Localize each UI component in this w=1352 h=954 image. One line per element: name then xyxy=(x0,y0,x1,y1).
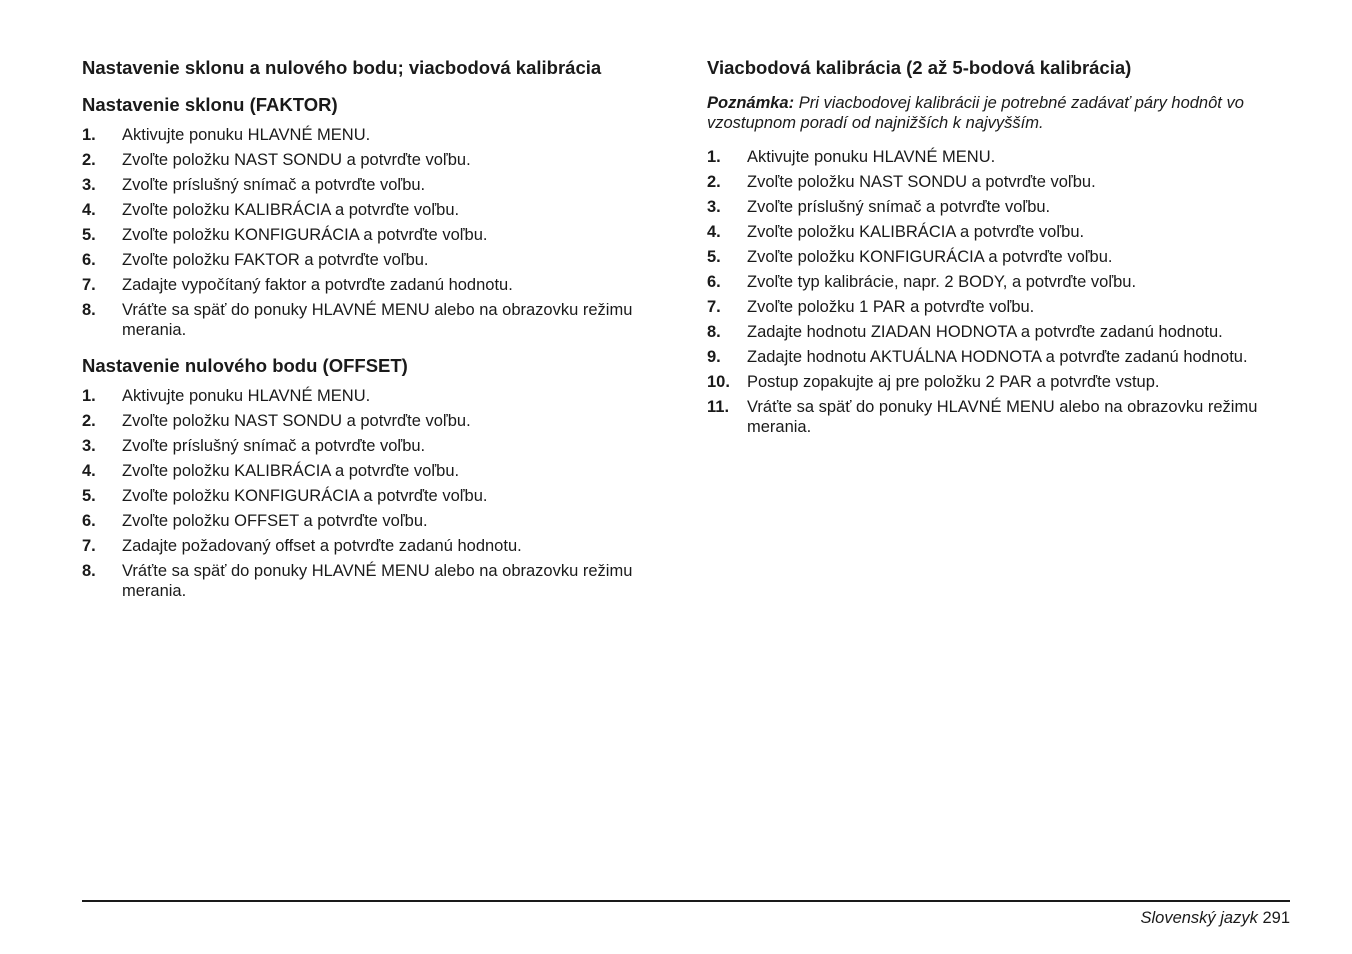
step-text: Zvoľte položku NAST SONDU a potvrďte voľbu. xyxy=(747,173,1096,191)
step-text: Zvoľte položku NAST SONDU a potvrďte voľbu. xyxy=(122,412,471,430)
step-text: Zadajte požadovaný offset a potvrďte zadanú hodnotu. xyxy=(122,537,522,555)
page-footer xyxy=(1140,908,1290,928)
step-text: Zvoľte položku OFFSET a potvrďte voľbu. xyxy=(122,512,428,530)
step-text: Zvoľte položku FAKTOR a potvrďte voľbu. xyxy=(122,251,429,269)
step-number: 3. xyxy=(707,198,721,216)
step-number: 4. xyxy=(82,201,96,219)
slope-steps-list xyxy=(82,125,672,340)
list-item xyxy=(707,197,1297,217)
list-item xyxy=(82,175,672,195)
note-text: Pri viacbodovej kalibrácii je potrebné zadávať páry hodnôt vo vzostupnom poradí od najnižších k najvyšším. xyxy=(707,94,1244,132)
section-heading: Nastavenie sklonu a nulového bodu; viacbodová kalibrácia xyxy=(82,57,602,78)
step-number: 6. xyxy=(82,512,96,530)
step-text: Zvoľte príslušný snímač a potvrďte voľbu. xyxy=(747,198,1051,216)
step-number: 4. xyxy=(707,223,721,241)
step-number: 3. xyxy=(82,437,96,455)
list-item xyxy=(82,536,672,556)
list-item xyxy=(82,150,672,170)
step-number: 2. xyxy=(82,412,96,430)
list-item xyxy=(82,461,672,481)
right-column xyxy=(707,56,1297,451)
step-number: 9. xyxy=(707,348,721,366)
step-number: 8. xyxy=(82,562,96,580)
footer-language: Slovenský jazyk xyxy=(1140,909,1258,927)
step-text: Vráťte sa späť do ponuky HLAVNÉ MENU alebo na obrazovku režimu merania. xyxy=(747,398,1258,436)
list-item xyxy=(707,347,1297,367)
step-number: 10. xyxy=(707,373,730,391)
step-number: 1. xyxy=(707,148,721,166)
list-item xyxy=(82,300,672,340)
list-item xyxy=(707,297,1297,317)
list-item xyxy=(707,372,1297,392)
step-number: 5. xyxy=(707,248,721,266)
step-text: Aktivujte ponuku HLAVNÉ MENU. xyxy=(122,387,371,405)
step-number: 7. xyxy=(82,537,96,555)
offset-steps-list xyxy=(82,386,672,601)
step-number: 1. xyxy=(82,387,96,405)
list-item xyxy=(82,436,672,456)
step-number: 6. xyxy=(82,251,96,269)
list-item xyxy=(82,411,672,431)
left-column xyxy=(82,56,672,615)
step-text: Zvoľte príslušný snímač a potvrďte voľbu. xyxy=(122,176,426,194)
step-number: 2. xyxy=(707,173,721,191)
list-item xyxy=(707,147,1297,167)
list-item xyxy=(707,322,1297,342)
step-text: Zvoľte príslušný snímač a potvrďte voľbu. xyxy=(122,437,426,455)
step-text: Zadajte hodnotu ZIADAN HODNOTA a potvrďte zadanú hodnotu. xyxy=(747,323,1223,341)
step-text: Zvoľte položku KONFIGURÁCIA a potvrďte voľbu. xyxy=(122,487,488,505)
step-number: 3. xyxy=(82,176,96,194)
list-item xyxy=(82,200,672,220)
list-item xyxy=(707,222,1297,242)
note-label: Poznámka: xyxy=(707,94,795,112)
list-item xyxy=(82,511,672,531)
list-item xyxy=(82,561,672,601)
step-text: Zvoľte typ kalibrácie, napr. 2 BODY, a potvrďte voľbu. xyxy=(747,273,1137,291)
step-number: 5. xyxy=(82,487,96,505)
list-item xyxy=(82,225,672,245)
step-text: Zadajte vypočítaný faktor a potvrďte zadanú hodnotu. xyxy=(122,276,513,294)
list-item xyxy=(707,272,1297,292)
step-text: Zvoľte položku KONFIGURÁCIA a potvrďte voľbu. xyxy=(122,226,488,244)
subsection-title-offset: Nastavenie nulového bodu (OFFSET) xyxy=(82,355,408,376)
subsection-title-slope: Nastavenie sklonu (FAKTOR) xyxy=(82,94,338,115)
list-item xyxy=(82,275,672,295)
list-item xyxy=(707,247,1297,267)
step-text: Zvoľte položku KONFIGURÁCIA a potvrďte voľbu. xyxy=(747,248,1113,266)
list-item xyxy=(82,486,672,506)
step-text: Aktivujte ponuku HLAVNÉ MENU. xyxy=(747,148,996,166)
footer-divider xyxy=(82,900,1290,902)
step-text: Zvoľte položku KALIBRÁCIA a potvrďte voľbu. xyxy=(122,201,460,219)
step-number: 8. xyxy=(82,301,96,319)
list-item xyxy=(707,172,1297,192)
list-item xyxy=(707,397,1297,437)
step-text: Aktivujte ponuku HLAVNÉ MENU. xyxy=(122,126,371,144)
step-text: Zvoľte položku KALIBRÁCIA a potvrďte voľbu. xyxy=(747,223,1085,241)
step-number: 2. xyxy=(82,151,96,169)
step-text: Postup zopakujte aj pre položku 2 PAR a potvrďte vstup. xyxy=(747,373,1160,391)
section-heading-multipoint: Viacbodová kalibrácia (2 až 5-bodová kalibrácia) xyxy=(707,57,1132,78)
step-number: 8. xyxy=(707,323,721,341)
note xyxy=(707,93,1287,133)
page-number: 291 xyxy=(1262,909,1290,927)
step-number: 7. xyxy=(707,298,721,316)
step-number: 11. xyxy=(707,398,730,416)
list-item xyxy=(82,125,672,145)
multipoint-steps-list xyxy=(707,147,1297,437)
list-item xyxy=(82,386,672,406)
step-number: 7. xyxy=(82,276,96,294)
step-number: 6. xyxy=(707,273,721,291)
step-text: Zvoľte položku 1 PAR a potvrďte voľbu. xyxy=(747,298,1035,316)
step-text: Zvoľte položku KALIBRÁCIA a potvrďte voľbu. xyxy=(122,462,460,480)
step-text: Zvoľte položku NAST SONDU a potvrďte voľbu. xyxy=(122,151,471,169)
step-text: Zadajte hodnotu AKTUÁLNA HODNOTA a potvrďte zadanú hodnotu. xyxy=(747,348,1248,366)
step-number: 5. xyxy=(82,226,96,244)
step-text: Vráťte sa späť do ponuky HLAVNÉ MENU alebo na obrazovku režimu merania. xyxy=(122,301,633,339)
step-number: 1. xyxy=(82,126,96,144)
step-number: 4. xyxy=(82,462,96,480)
step-text: Vráťte sa späť do ponuky HLAVNÉ MENU alebo na obrazovku režimu merania. xyxy=(122,562,633,600)
list-item xyxy=(82,250,672,270)
